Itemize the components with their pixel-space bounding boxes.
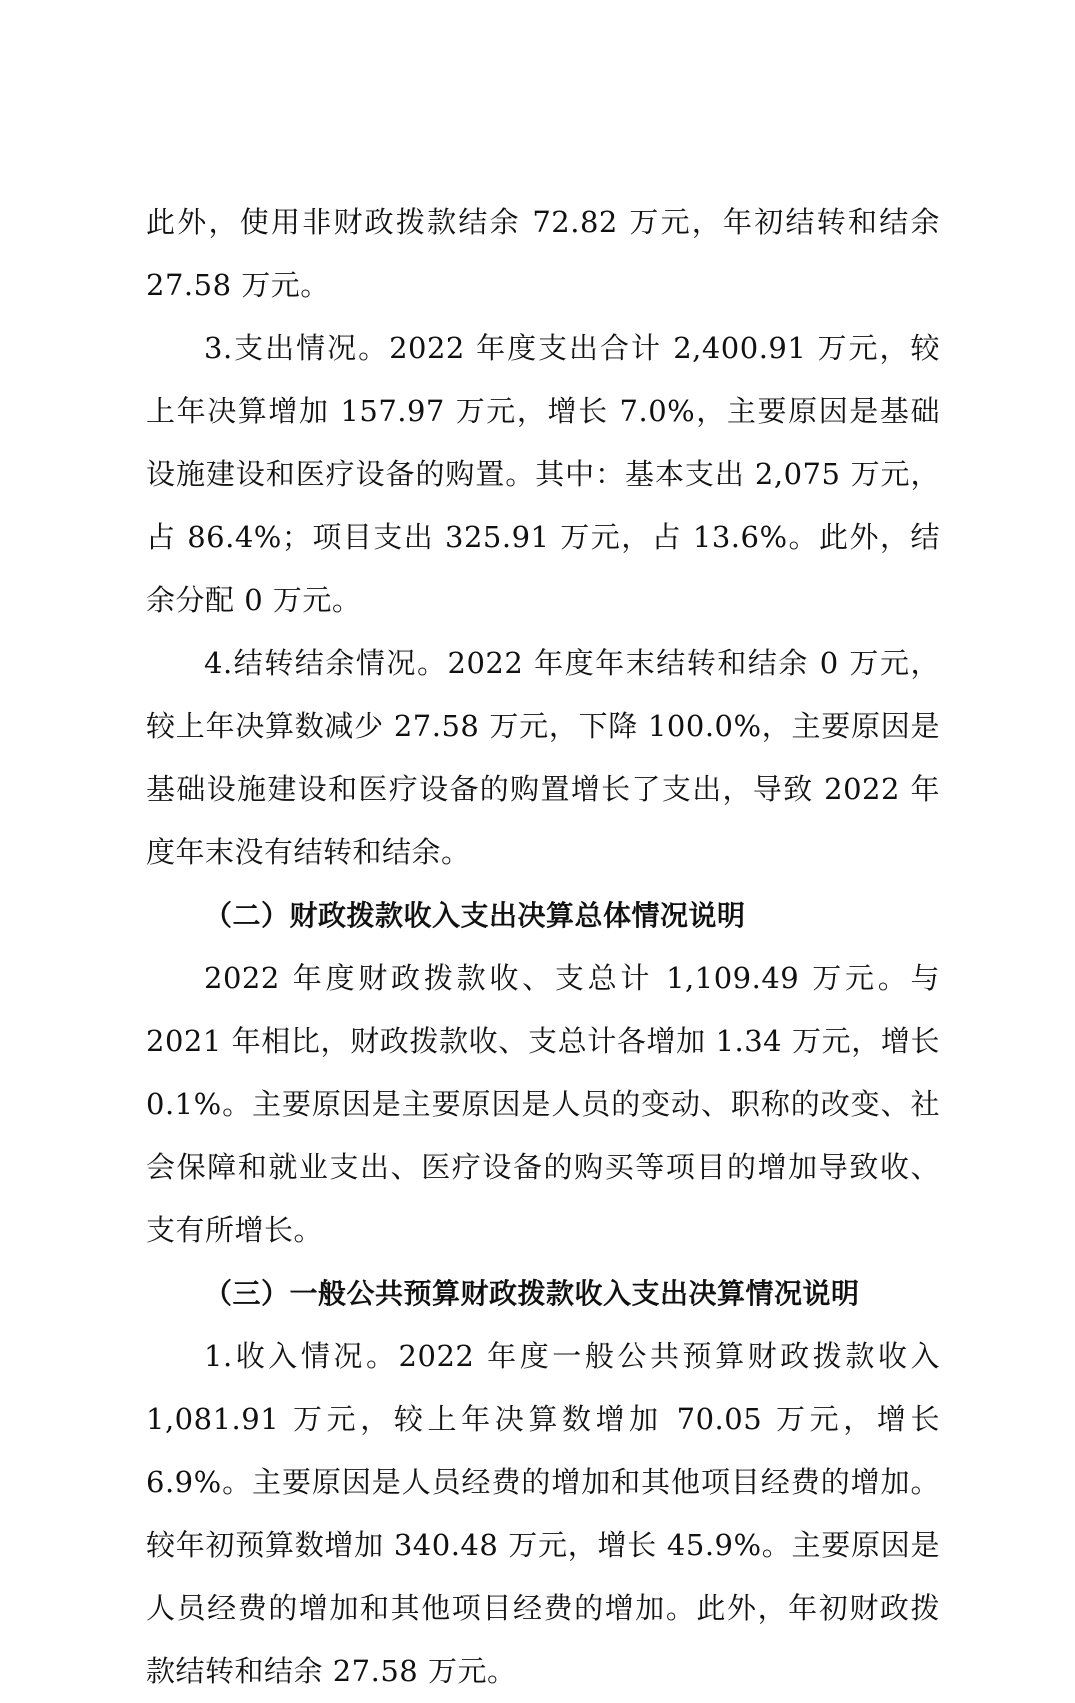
paragraph-general-budget-income: 1.收入情况。2022 年度一般公共预算财政拨款收入 1,081.91 万元，较上年决算数增加 70.05 万元，增长 6.9%。主要原因是人员经费的增加和其他项目经费的增加。较年初预算数增加 340.48 万元，增长 45.9%。主要原因是人员经费的增加和其他项目经费的增加。此外，年初财政拨款结转和结余 27.58 万元。 — [146, 1339, 940, 1688]
paragraph-carryover: 此外，使用非财政拨款结余 72.82 万元，年初结转和结余 27.58 万元。 — [146, 205, 940, 302]
paragraph-balance: 4.结转结余情况。2022 年度年末结转和结余 0 万元，较上年决算数减少 27.58 万元，下降 100.0%，主要原因是基础设施建设和医疗设备的购置增长了支出，导致 2022 年度年末没有结转和结余。 — [146, 646, 940, 869]
paragraph-expenditure: 3.支出情况。2022 年度支出合计 2,400.91 万元，较上年决算增加 157.97 万元，增长 7.0%，主要原因是基础设施建设和医疗设备的购置。其中：基本支出 2,075 万元，占 86.4%；项目支出 325.91 万元，占 13.6%。此外，结余分配 0 万元。 — [146, 331, 940, 617]
section-heading-3: （三）一般公共预算财政拨款收入支出决算情况说明 — [204, 1277, 860, 1310]
document-body — [146, 191, 940, 1703]
section-heading-2: （二）财政拨款收入支出决算总体情况说明 — [204, 899, 746, 932]
paragraph-fiscal-total: 2022 年度财政拨款收、支总计 1,109.49 万元。与 2021 年相比，财政拨款收、支总计各增加 1.34 万元，增长 0.1%。主要原因是主要原因是人员的变动、职称的改变、社会保障和就业支出、医疗设备的购买等项目的增加导致收、支有所增长。 — [146, 961, 940, 1247]
